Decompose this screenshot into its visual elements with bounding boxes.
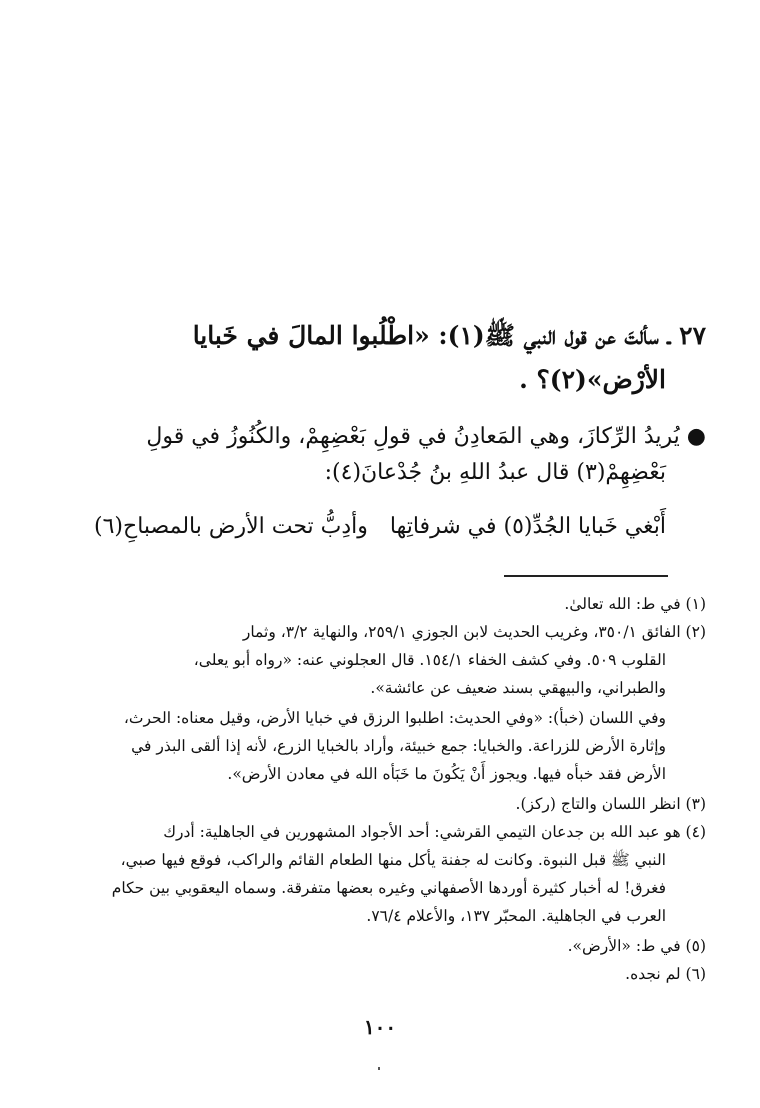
footnote-2-cont-5: الأرض فقد خبأه فيها. ويجوز أَنْ يَكُونَ ما خَبَأه الله في معادن الأرض». [227,765,666,783]
footnote-2: (٢) الفائق ٣٥٠/١، وغريب الحديث لابن الجوزي ٢٥٩/١، والنهاية ٣/٢، وثمار [242,623,706,641]
footnote-4-cont-3: العرب في الجاهلية. المحبّر ١٣٧، والأعلام ٧٦/٤. [366,907,666,925]
question-line-2: الأرْض»(٢)؟ . [519,365,666,394]
footnote-6: (٦) لم نجده. [625,965,706,983]
footnote-1: (١) في ط: الله تعالىٰ. [564,595,706,613]
footnote-separator [504,575,668,577]
verse-hemistich-2: وأدِبُّ تحت الأرض بالمصباحِ(٦) [94,514,368,539]
print-speck [378,1067,380,1070]
footnote-2-cont-2: والطبراني، والبيهقي بسند ضعيف عن عائشة». [370,679,666,697]
verse-hemistich-1: أَبْغي خَبايا الجُدِّ(٥) في شرفاتِها [389,514,666,539]
answer-line-2: بَعْضِهِمْ(٣) قال عبدُ اللهِ بنُ جُدْعانَ(٤): [324,460,666,485]
footnote-2-cont-1: القلوب ٥٠٩. وفي كشف الخفاء ١٥٤/١. قال العجلوني عنه: «رواه أبو يعلى، [193,651,666,669]
footnote-2-cont-3: وفي اللسان (خبأ): «وفي الحديث: اطلبوا الرزق في خبايا الأرض، وقيل معناه: الحرث، [123,709,666,727]
answer-line-1: ● يُريدُ الرِّكازَ، وهي المَعادِنُ في قولِ بَعْضِهِمْ، والكُنُوزُ في قولِ [146,424,706,449]
footnote-4: (٤) هو عبد الله بن جدعان التيمي القرشي: أحد الأجواد المشهورين في الجاهلية: أدرك [163,823,706,841]
footnote-5: (٥) في ط: «الأرض». [567,937,706,955]
page-number: ١٠٠ [363,1015,397,1039]
footnote-3: (٣) انظر اللسان والتاج (ركز). [515,795,706,813]
footnote-4-cont-2: فغرق! له أخبار كثيرة أوردها الأصفهاني وغيره بعضها متفرقة. وسماه اليعقوبي بين حكام [111,879,666,897]
footnote-4-cont-1: النبي ﷺ قبل النبوة. وكانت له جفنة يأكل منها الطعام القائم والراكب، فوقع فيها صبي، [120,851,666,869]
footnote-2-cont-4: وإثارة الأرض للزراعة. والخبايا: جمع خبيئة، وأراد بالخبايا الزرع، لأنه إذا ألقى البذر في [131,737,666,755]
question-line-1: ٢٧ ـ سألتَ عن قول النبي ﷺ(١): «اطْلُبوا المالَ في خَبايا [192,321,706,350]
